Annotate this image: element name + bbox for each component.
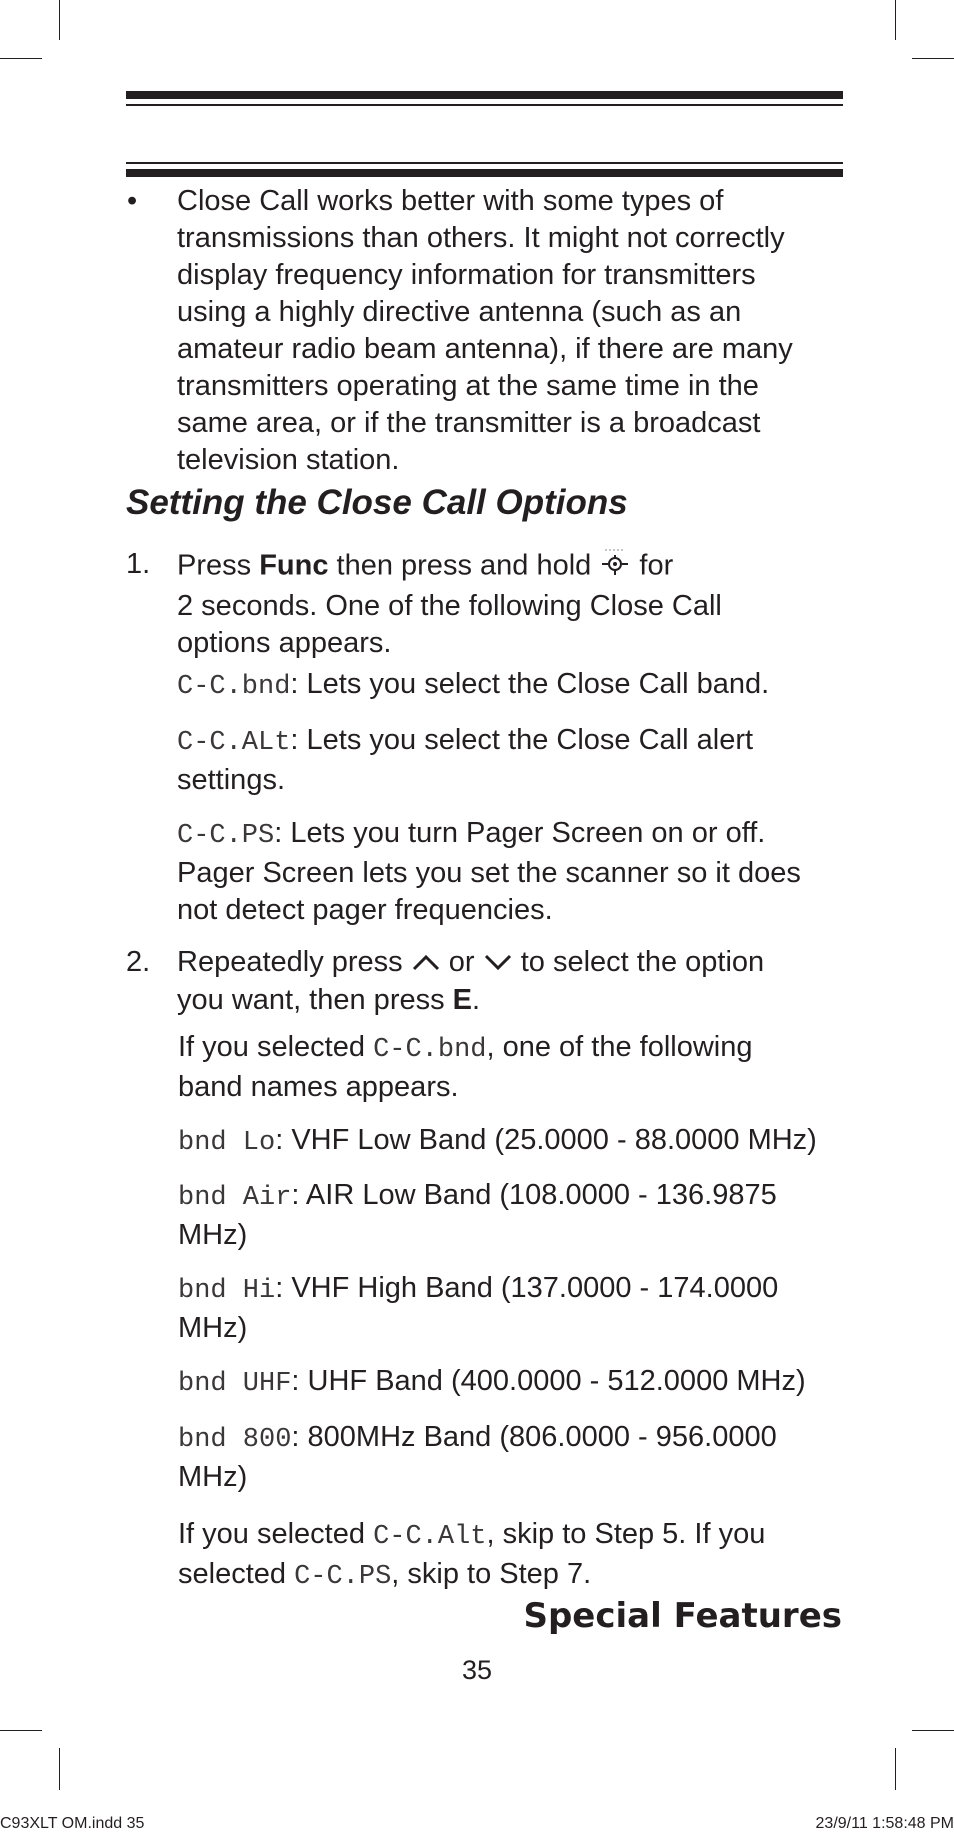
band-code: bnd 800 — [178, 1425, 292, 1455]
bullet-line: same area, or if the transmitter is a broadcast — [177, 407, 761, 439]
band-item: bnd UHF: UHF Band (400.0000 - 512.0000 MHz) — [178, 1365, 806, 1399]
down-arrow-icon — [483, 945, 513, 982]
bullet-line: amateur radio beam antenna), if there are many — [177, 333, 793, 365]
crop-mark — [0, 58, 42, 59]
band-item: bnd Lo: VHF Low Band (25.0000 - 88.0000 MHz) — [178, 1124, 817, 1158]
crop-mark — [59, 0, 60, 40]
step2-text: Repeatedly press or to select the option you want, then press E. — [177, 946, 765, 1016]
bullet-line: Close Call works better with some types of — [177, 185, 724, 217]
option-code: C-C.bnd — [373, 1035, 487, 1065]
header-rule-thin — [126, 104, 843, 106]
option-code: C-C.PS — [177, 821, 275, 851]
band-item: bnd 800: 800MHz Band (806.0000 - 956.0000 MHz) — [178, 1421, 777, 1493]
band-code: bnd Hi — [178, 1276, 276, 1306]
func-key: Func — [259, 549, 329, 582]
step1-line: options appears. — [177, 627, 392, 659]
crop-mark — [59, 1748, 60, 1790]
option-alt: C-C.ALt: Lets you select the Close Call alert settings. — [177, 724, 754, 796]
bullet-line: using a highly directive antenna (such as an — [177, 296, 742, 328]
up-arrow-icon — [411, 945, 441, 982]
crop-mark — [895, 1748, 896, 1790]
crop-mark — [0, 1730, 42, 1731]
section-heading: Setting the Close Call Options — [126, 483, 628, 522]
section-footer: Special Features — [523, 1596, 842, 1636]
step2-if: If you selected C-C.bnd, one of the following band names appears. — [178, 1031, 753, 1103]
step1-line: 2 seconds. One of the following Close Call — [177, 590, 722, 622]
option-ps: C-C.PS: Lets you turn Pager Screen on or off. Pager Screen lets you set the scanner so it does not detect pager frequencies. — [177, 817, 801, 926]
step1-text — [177, 546, 722, 662]
step-number: 2. — [126, 946, 151, 978]
header-rule-thick — [126, 91, 843, 99]
bullet-line: display frequency information for transmitters — [177, 259, 756, 291]
bullet-line: transmitters operating at the same time in the — [177, 370, 759, 402]
option-code: C-C.PS — [294, 1562, 392, 1592]
step-number: 1. — [126, 548, 151, 580]
crop-mark — [912, 58, 954, 59]
slug-right: 23/9/11 1:58:48 PM — [815, 1815, 954, 1832]
band-item: bnd Hi: VHF High Band (137.0000 - 174.0000 MHz) — [178, 1272, 779, 1344]
crop-mark — [895, 0, 896, 40]
option-code: C-C.ALt — [177, 728, 291, 758]
section-rule-thick — [126, 169, 843, 177]
bullet-symbol: • — [127, 185, 138, 217]
final-paragraph: If you selected C-C.Alt, skip to Step 5. If you selected C-C.PS, skip to Step 7. — [178, 1518, 766, 1592]
close-call-icon — [599, 546, 631, 588]
option-code: C-C.Alt — [373, 1522, 487, 1552]
band-code: bnd Air — [178, 1183, 292, 1213]
bullet-paragraph — [177, 183, 793, 479]
step1-line: Press Func then press and hold for — [177, 546, 722, 588]
bullet-line: television station. — [177, 444, 400, 476]
band-code: bnd Lo — [178, 1128, 276, 1158]
e-key: E — [452, 983, 472, 1016]
option-code: C-C.bnd — [177, 672, 291, 702]
band-code: bnd UHF — [178, 1369, 292, 1399]
page-number: 35 — [461, 1655, 493, 1685]
section-rule-thin — [126, 162, 843, 164]
bullet-line: transmissions than others. It might not correctly — [177, 222, 785, 254]
slug-left: C93XLT OM.indd 35 — [0, 1815, 145, 1832]
crop-mark — [912, 1730, 954, 1731]
band-item: bnd Air: AIR Low Band (108.0000 - 136.9875 MHz) — [178, 1179, 777, 1251]
option-bnd: C-C.bnd: Lets you select the Close Call band. — [177, 668, 770, 702]
